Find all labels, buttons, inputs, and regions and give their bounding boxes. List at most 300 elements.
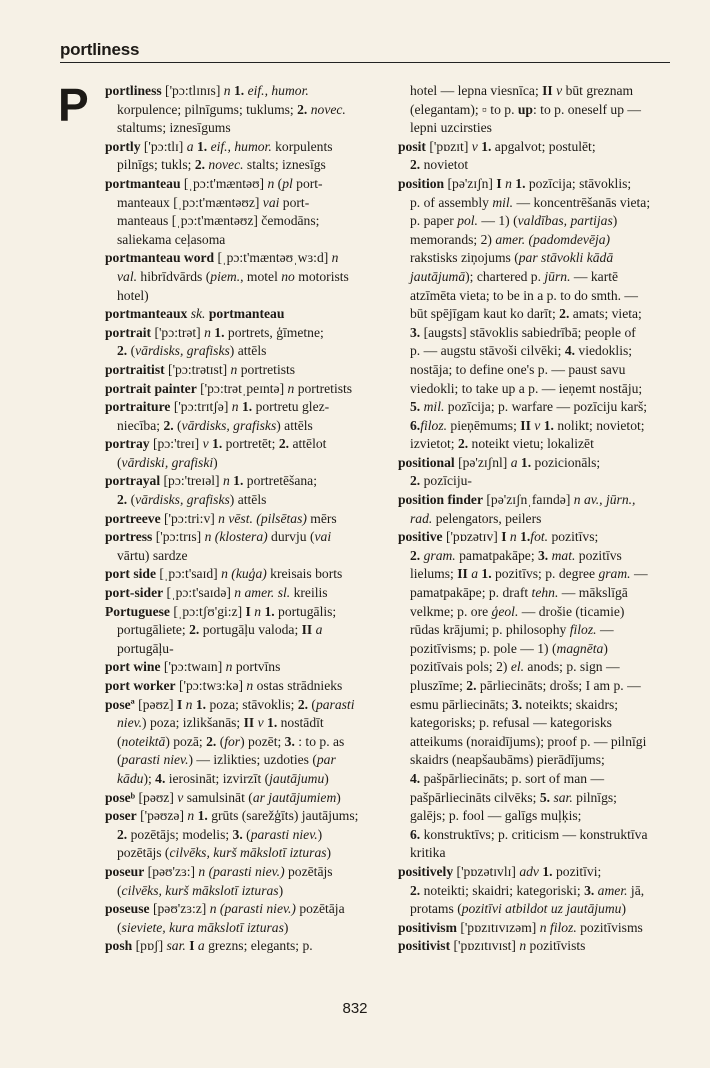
entry-continuation-line: [398, 101, 685, 120]
definition-text: būt greznam: [562, 83, 634, 98]
definition-text: —: [630, 566, 648, 582]
definition-text: ): [603, 640, 608, 656]
italic-label: ar jautājumiem: [252, 789, 337, 805]
italic-label: amer. (padomdevēja): [495, 231, 611, 247]
definition-text: ierosināt; izvirzīt (: [165, 770, 270, 786]
definition-text: būt spējīgam kaut ko darīt;: [410, 306, 560, 322]
headword-text: 4.: [564, 343, 576, 359]
headword-text: portliness: [105, 83, 162, 98]
definition-text: p. of assembly: [410, 194, 493, 210]
definition-text: pozitīvisms; p. pole — 1) (: [410, 640, 557, 656]
entry-continuation-line: [398, 342, 685, 361]
headword-text: I: [176, 696, 183, 712]
italic-label: fot.: [530, 529, 549, 545]
definition-text: ['pɔ:trɪtʃə]: [170, 399, 232, 415]
entry-headword-line: [105, 528, 390, 547]
definition-text: hotel — lepna viesnīca;: [410, 83, 543, 98]
entry-continuation-line: [398, 696, 685, 715]
definition-text: pašpārliecināts cilvēks;: [410, 789, 540, 805]
headword-text: 2.: [117, 492, 128, 508]
italic-label: n vēst. (pilsētas): [218, 510, 307, 526]
entry-continuation-line: [105, 287, 390, 306]
entry-headword-line: [105, 807, 390, 826]
definition-text: ['pɔ:trətˌpeɪntə]: [196, 380, 288, 396]
entry-headword-line: [398, 138, 685, 157]
italic-label: adv: [519, 863, 539, 879]
italic-label: pozitīvi atbildot uz jautājumu: [461, 901, 622, 917]
definition-text: nolikt; novietot;: [553, 417, 645, 433]
entry-continuation-line: [398, 398, 685, 417]
right-column: [398, 82, 685, 956]
headword-text: portraiture: [105, 399, 171, 415]
headword-text: II: [520, 417, 531, 433]
headword-text: portmanteau: [208, 306, 285, 322]
definition-text: hibrīdvārds (: [137, 268, 211, 284]
headword-text: position finder: [398, 492, 483, 508]
entry-continuation-line: [398, 156, 685, 175]
italic-label: tehn.: [531, 585, 559, 601]
entry-headword-line: [398, 491, 685, 510]
definition-text: pozitīvists: [526, 938, 586, 954]
definition-text: pilnīgs; tukls;: [117, 157, 195, 173]
italic-label: piem.: [210, 268, 241, 284]
definition-text: pozētājs (: [117, 845, 170, 861]
headword-text: 2.: [410, 473, 421, 489]
definition-text: [augsts] stāvoklis sabiedrībā; people of: [420, 324, 636, 340]
definition-text: [ˌpɔ:tʃʊ'gi:z]: [169, 603, 246, 619]
headword-text: 1.: [214, 324, 225, 340]
entry-continuation-line: [105, 101, 390, 120]
definition-text: [pəʊz]: [134, 696, 177, 712]
italic-label: jūrn.: [544, 268, 571, 284]
italic-label: v: [202, 436, 209, 452]
definition-text: pašpārliecināts; p. sort of man —: [420, 770, 605, 786]
definition-text: pelengators, peilers: [432, 510, 542, 526]
definition-text: novietot: [420, 157, 469, 173]
italic-label: n: [505, 175, 512, 191]
definition-text: ['pəʊzə]: [136, 808, 188, 824]
entry-continuation-line: [105, 156, 390, 175]
entry-continuation-line: [398, 361, 685, 380]
definition-text: — koncentrēšanās vieta;: [513, 194, 651, 210]
entry-headword-line: [398, 454, 685, 473]
definition-text: atteikums (noraidījums); proof p. — pilnīgi: [410, 733, 647, 749]
italic-label: for: [224, 733, 241, 749]
italic-label: v: [471, 138, 478, 154]
entry-continuation-line: [398, 640, 685, 659]
definition-text: (: [117, 733, 122, 749]
definition-text: ['pɔ:trɪs]: [152, 529, 205, 545]
entry-continuation-line: [398, 231, 685, 250]
entry-continuation-line: [398, 305, 685, 324]
headword-text: portrayal: [105, 473, 161, 489]
italic-label: jautājumā: [410, 268, 466, 284]
entry-continuation-line: [105, 714, 390, 733]
italic-label: n (klostera): [204, 529, 268, 545]
headword-text: 1.: [233, 473, 244, 489]
entry-continuation-line: [105, 231, 390, 250]
italic-label: novec.: [310, 101, 346, 117]
definition-text: ): [621, 901, 626, 917]
headword-text: 3.: [284, 733, 295, 749]
entry-continuation-line: [398, 621, 685, 640]
headword-text: 1.: [196, 138, 208, 154]
italic-label: jautājumu: [269, 770, 325, 786]
entry-headword-line: [105, 677, 390, 696]
definition-text: ): [336, 789, 341, 805]
entry-headword-line: [105, 249, 390, 268]
entry-headword-line: [105, 937, 390, 956]
entry-continuation-line: [105, 733, 390, 752]
definition-text: [ˌpɔ:t'saɪd]: [155, 566, 222, 582]
headword-text: 3.: [511, 696, 523, 712]
italic-label: gram.: [423, 547, 456, 563]
definition-text: [pəʊ'zɜ:z]: [149, 901, 210, 917]
headword-text: portress: [105, 529, 153, 545]
entry-continuation-line: [398, 82, 685, 101]
definition-text: skaidrs (neapšaubāms) pierādījums;: [410, 752, 605, 768]
headword-text: 1.: [197, 808, 208, 824]
italic-label: a: [510, 454, 518, 470]
italic-label: mil.: [423, 399, 445, 415]
headword-text: posh: [105, 938, 133, 954]
definition-text: p. — augstu stāvoši cilvēki;: [410, 343, 565, 359]
entry-continuation-line: [105, 212, 390, 231]
headword-text: 1.: [267, 715, 278, 731]
definition-text: ['pɔ:twɜ:kə]: [175, 678, 247, 693]
italic-label: a: [197, 938, 205, 954]
entry-headword-line: [105, 658, 390, 677]
italic-label: n: [519, 938, 527, 954]
left-column: [105, 82, 390, 956]
headword-text: 1.: [543, 417, 554, 433]
italic-label: vārdiski, grafiski: [121, 454, 214, 470]
italic-label: cilvēks, kurš mākslotī izturas: [169, 845, 327, 861]
entry-continuation-line: [398, 287, 685, 306]
entry-headword-line: [398, 175, 685, 194]
headword-text: port side: [105, 566, 156, 582]
definition-text: : to p. as: [294, 733, 345, 749]
entry-headword-line: [105, 472, 390, 491]
definition-text: ): [283, 919, 289, 935]
entry-continuation-line: [398, 714, 685, 733]
definition-text: [pəʊz]: [135, 789, 178, 805]
entry-continuation-line: [398, 510, 685, 529]
italic-label: no: [281, 268, 295, 284]
headword-text: II: [542, 83, 553, 98]
definition-text: portrets, ģīmetne;: [224, 324, 324, 340]
entry-headword-line: [105, 789, 390, 808]
italic-label: n (parasti niev.): [198, 863, 285, 879]
headword-text: Portuguese: [105, 603, 170, 619]
italic-label: mil.: [492, 194, 514, 210]
headword-text: portly: [105, 138, 141, 154]
italic-label: a: [471, 566, 478, 582]
definition-text: lielums;: [410, 566, 458, 582]
definition-text: noteikti; skaidri; kategoriski;: [420, 882, 585, 898]
italic-label: n (parasti niev.): [209, 901, 296, 917]
italic-label: val.: [117, 268, 138, 284]
headword-text: 3.: [410, 324, 421, 340]
entry-headword-line: [105, 900, 390, 919]
italic-label: vai: [262, 194, 280, 210]
headword-text: posit: [398, 138, 426, 154]
definition-text: viedokli; to take up a p. — ieņemt nostāju;: [410, 380, 643, 396]
definition-text: grūts (sarežģīts) jautājums;: [207, 808, 359, 824]
entry-continuation-line: [398, 565, 685, 584]
definition-text: portretēt;: [222, 436, 279, 452]
definition-text: portugāļu valoda;: [199, 622, 302, 638]
definition-text: pozitīvisms: [576, 919, 643, 935]
headword-text: I: [189, 938, 195, 954]
italic-label: v: [257, 715, 264, 731]
definition-text: ): [213, 454, 218, 470]
entry-continuation-line: [105, 621, 390, 640]
definition-text: apgalvot; postulēt;: [491, 138, 596, 154]
definition-text: ): [326, 845, 332, 861]
definition-text: pozitīvs;: [548, 529, 599, 545]
definition-text: stalts; iznesīgs: [243, 157, 326, 173]
definition-text: pozicionāls;: [531, 454, 601, 470]
definition-text: saliekama ceļasoma: [117, 231, 226, 247]
italic-label: n av., jūrn.,: [573, 492, 636, 508]
headword-text: 1.: [542, 863, 553, 879]
headword-text: poseuse: [105, 901, 150, 917]
definition-text: ): [278, 882, 284, 898]
italic-label: v: [556, 83, 563, 98]
definition-text: — 1) (: [477, 213, 518, 229]
headword-text: portrait: [105, 324, 152, 340]
definition-text: pieņēmums;: [447, 417, 521, 433]
entry-continuation-line: [105, 844, 390, 863]
definition-text: samulsināt (: [183, 789, 253, 805]
definition-text: (elegantam); ▫ to p.: [410, 101, 518, 117]
headword-text: 2.: [117, 826, 128, 842]
definition-text: portretists: [294, 380, 353, 396]
entry-continuation-line: [105, 194, 390, 213]
entry-continuation-line: [105, 640, 390, 659]
headword-text: 5.: [539, 789, 551, 805]
italic-label: filoz.: [569, 622, 597, 638]
definition-text: korpulents: [271, 138, 333, 154]
italic-label: pol.: [457, 213, 478, 229]
headword-text: 2.: [466, 678, 477, 693]
definition-text: portretists: [237, 361, 296, 377]
definition-text: kreisais borts: [266, 566, 343, 582]
headword-text: II: [301, 622, 313, 638]
definition-text: p. paper: [410, 213, 458, 229]
definition-text: esmu pārliecināts;: [410, 696, 512, 712]
entry-headword-line: [105, 361, 390, 380]
headword-text: position: [398, 175, 445, 191]
italic-label: sieviete, kura mākslotī izturas: [121, 919, 284, 935]
definition-text: vārtu) sardze: [117, 547, 188, 563]
headword-text: poseᵇ: [105, 789, 136, 805]
headword-text: 2.: [297, 696, 309, 712]
entry-continuation-line: [398, 826, 685, 845]
headword-text: 5.: [410, 399, 421, 415]
definition-text: durvju (: [267, 529, 315, 545]
definition-text: [pə'zɪʃnˌfaɪndə]: [482, 492, 574, 508]
entry-continuation-line: [398, 677, 685, 696]
definition-text: ['pɒzɪtɪvɪst]: [450, 938, 520, 954]
headword-text: 2.: [189, 622, 200, 638]
headword-text: port worker: [105, 678, 176, 693]
italic-label: v: [534, 417, 541, 433]
entry-headword-line: [105, 510, 390, 529]
entry-continuation-line: [398, 844, 685, 863]
definition-text: port-: [279, 194, 310, 210]
definition-text: — mākslīgā: [558, 585, 628, 601]
entry-continuation-line: [105, 882, 390, 901]
headword-text: portrait painter: [105, 380, 197, 396]
entry-headword-line: [105, 863, 390, 882]
headword-text: 2.: [297, 101, 308, 117]
definition-text: mērs: [306, 510, 337, 526]
headword-text: 1.: [520, 454, 532, 470]
definition-text: portretēšana;: [243, 473, 317, 489]
entry-continuation-line: [398, 882, 685, 901]
headword-text: positivist: [398, 938, 451, 954]
definition-text: viedoklis;: [575, 343, 633, 359]
definition-text: (: [173, 417, 182, 433]
italic-label: sar.: [553, 789, 573, 805]
definition-text: (: [242, 826, 251, 842]
definition-text: ostas strādnieks: [253, 678, 343, 693]
headword-text: up: [517, 101, 533, 117]
italic-label: niev.: [117, 715, 143, 731]
definition-text: (: [117, 454, 122, 470]
definition-text: ['pɒzətɪv]: [442, 529, 502, 545]
headword-text: positivism: [398, 919, 457, 935]
italic-label: n: [287, 380, 295, 396]
entry-headword-line: [105, 82, 390, 101]
entry-continuation-line: [398, 807, 685, 826]
italic-label: vārdisks, grafisks: [135, 492, 230, 508]
italic-label: eif., humor.: [247, 83, 309, 98]
headword-text: poseur: [105, 863, 145, 879]
italic-label: n: [246, 678, 254, 693]
headword-text: port-sider: [105, 585, 164, 601]
definition-text: pozīcija; stāvoklis;: [525, 175, 632, 191]
definition-text: — kartē: [570, 268, 619, 284]
definition-text: manteaux [ˌpɔ:t'mæntəʊz]: [117, 194, 263, 210]
entry-continuation-line: [398, 324, 685, 343]
headword-text: 1.: [520, 529, 531, 545]
definition-text: noteikt vietu; lokalizēt: [468, 436, 594, 452]
definition-text: portugāliete;: [117, 622, 190, 638]
headword-text: 1.: [515, 175, 526, 191]
entry-headword-line: [105, 584, 390, 603]
entry-continuation-line: [398, 733, 685, 752]
italic-label: eif., humor.: [210, 138, 272, 154]
definition-text: ): [612, 213, 618, 229]
entry-continuation-line: [105, 268, 390, 287]
headword-text: poseª: [105, 696, 135, 712]
headword-text: portmanteau: [105, 175, 181, 191]
section-letter: P: [58, 79, 89, 131]
entry-continuation-line: [398, 212, 685, 231]
headword-text: portmanteaux: [105, 306, 188, 322]
definition-text: portugālis;: [274, 603, 337, 619]
italic-label: n amer. sl.: [234, 585, 291, 601]
entry-headword-line: [105, 565, 390, 584]
entry-continuation-line: [105, 770, 390, 789]
italic-label: rad.: [410, 510, 433, 526]
entry-continuation-line: [398, 417, 685, 436]
entry-continuation-line: [398, 751, 685, 770]
italic-label: vārdisks, grafisks: [135, 343, 230, 359]
definition-text: grezns; elegants; p.: [204, 938, 313, 954]
definition-text: ['pɔ:tlɪ]: [140, 138, 187, 154]
italic-label: valdības, partijas: [517, 213, 613, 229]
italic-label: amer.: [597, 882, 628, 898]
definition-text: pamatpakāpe; p. draft: [410, 585, 532, 601]
headword-text: 3.: [232, 826, 243, 842]
italic-label: novec.: [208, 157, 244, 173]
headword-text: 1.: [233, 83, 245, 98]
italic-label: cilvēks, kurš mākslotī izturas: [121, 882, 279, 898]
definition-text: amats; vieta;: [569, 306, 642, 322]
definition-text: [ˌpɔ:t'saɪdə]: [163, 585, 235, 601]
headword-text: 1.: [241, 399, 253, 415]
entry-continuation-line: [398, 119, 685, 138]
definition-text: ) — izlikties; uzdoties (: [188, 752, 317, 768]
headword-text: 6.: [410, 826, 421, 842]
definition-text: ) pozā;: [165, 733, 207, 749]
italic-label: pl: [282, 175, 293, 191]
entry-headword-line: [398, 937, 685, 956]
definition-text: portretu glez-: [252, 399, 330, 415]
entry-headword-line: [105, 435, 390, 454]
headword-text: 1.: [264, 603, 275, 619]
definition-text: [pɔ:'treɪ]: [149, 436, 203, 452]
italic-label: a: [186, 138, 194, 154]
definition-text: konstruktīvs; p. criticism — konstruktīva: [420, 826, 648, 842]
entry-headword-line: [105, 398, 390, 417]
definition-text: [ˌpɔ:t'mæntəʊ]: [180, 175, 268, 191]
definition-text: ['pɒzɪt]: [425, 138, 472, 154]
definition-text: ['pɒzɪtɪvɪzəm]: [456, 919, 540, 935]
definition-text: staltums; iznesīgums: [117, 120, 231, 136]
definition-text: (: [216, 733, 225, 749]
definition-text: (: [117, 919, 122, 935]
headword-text: portraitist: [105, 361, 165, 377]
definition-text: nostāja; to define one's p. — paust savu: [410, 361, 626, 377]
entry-continuation-line: [105, 751, 390, 770]
entry-continuation-line: [398, 268, 685, 287]
entry-continuation-line: [398, 900, 685, 919]
entry-continuation-line: [398, 658, 685, 677]
definition-text: ['pɔ:tri:v]: [160, 510, 219, 526]
headword-text: 1.: [481, 138, 492, 154]
definition-text: port-: [292, 175, 323, 191]
italic-label: parasti niev.: [250, 826, 318, 842]
headword-text: 2.: [194, 157, 206, 173]
entry-continuation-line: [105, 491, 390, 510]
definition-text: korpulence; pilnīgums; tuklums;: [117, 101, 298, 117]
italic-label: sk.: [190, 306, 206, 322]
entry-headword-line: [105, 138, 390, 157]
headword-text: 1.: [481, 566, 492, 582]
entry-continuation-line: [105, 547, 390, 566]
entry-continuation-line: [105, 919, 390, 938]
definition-text: ['pɔ:trət]: [151, 324, 205, 340]
definition-text: [pə'zɪʃnl]: [454, 454, 511, 470]
definition-text: atzīmēta vieta; to be in a p. to do smth. —: [410, 287, 639, 303]
italic-label: ģeol.: [491, 603, 519, 619]
headword-text: 3.: [584, 882, 595, 898]
